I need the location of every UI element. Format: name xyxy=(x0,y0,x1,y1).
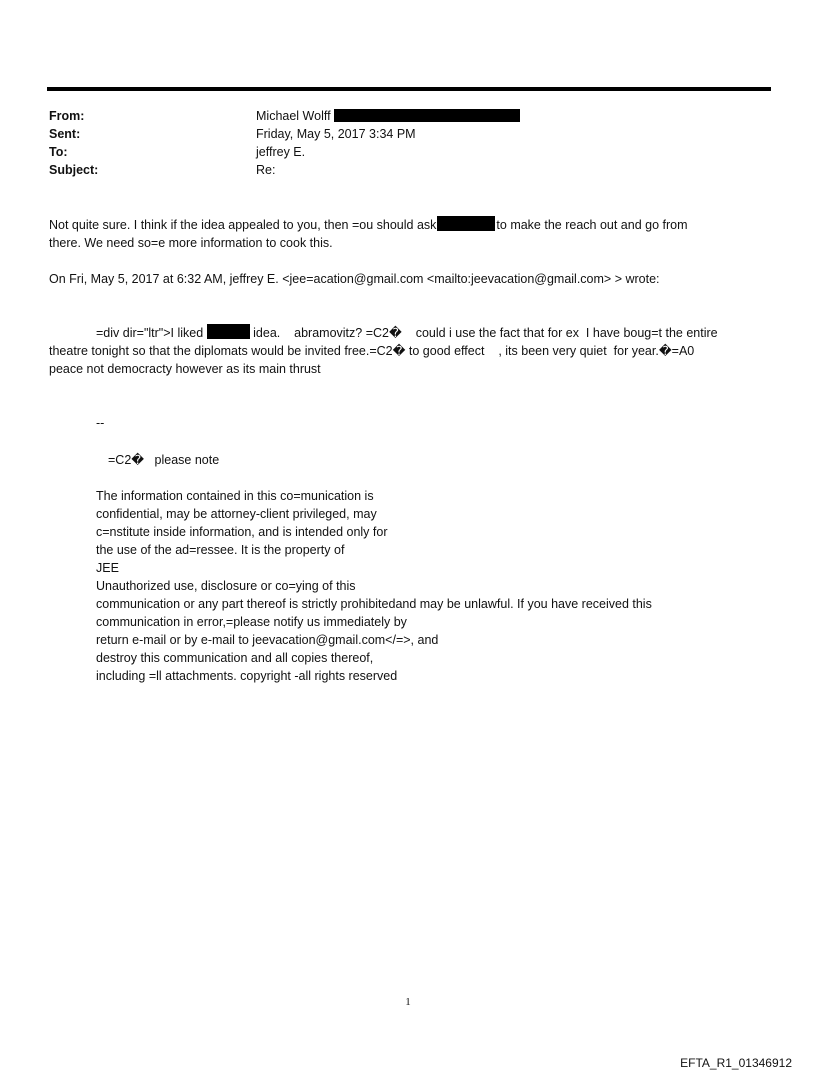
subject-label: Subject: xyxy=(49,163,99,177)
from-label: From: xyxy=(49,109,85,123)
disclaimer-line: confidential, may be attorney-client privileged, may xyxy=(96,507,377,521)
from-value xyxy=(256,109,520,123)
body-line-1a: Not quite sure. I think if the idea appealed to you, then =ou should ask xyxy=(49,218,437,232)
subject-value: Re: xyxy=(256,163,276,177)
quoted-line-2: theatre tonight so that the diplomats would be invited free.=C2� to good effect , its been very quiet for year.�=A0 xyxy=(49,344,695,358)
quoted-line-1a: =div dir="ltr">I liked xyxy=(96,326,204,340)
disclaimer-line: the use of the ad=ressee. It is the property of xyxy=(96,543,345,557)
to-value: jeffrey E. xyxy=(256,145,306,159)
body-line-1 xyxy=(49,216,688,234)
sent-value: Friday, May 5, 2017 3:34 PM xyxy=(256,127,416,141)
to-label: To: xyxy=(49,145,68,159)
quote-intro: On Fri, May 5, 2017 at 6:32 AM, jeffrey E. <jee=acation@gmail.com <mailto:jeevacation@gmail.com> > wrote: xyxy=(49,272,660,286)
page-number: 1 xyxy=(405,996,411,1008)
redaction-box xyxy=(334,109,520,122)
document-id: EFTA_R1_01346912 xyxy=(680,1056,792,1070)
disclaimer-line: The information contained in this co=munication is xyxy=(96,489,374,503)
quoted-line-1 xyxy=(96,324,718,342)
body-line-2: there. We need so=e more information to cook this. xyxy=(49,236,333,250)
signature-note: =C2� please note xyxy=(108,453,220,467)
quoted-line-3: peace not democracty however as its main thrust xyxy=(49,362,321,376)
disclaimer-line: communication or any part thereof is strictly prohibitedand may be unlawful. If you have received this xyxy=(96,597,652,611)
disclaimer-line: destroy this communication and all copies thereof, xyxy=(96,651,374,665)
disclaimer-line: including =ll attachments. copyright -all rights reserved xyxy=(96,669,398,683)
disclaimer-line: Unauthorized use, disclosure or co=ying of this xyxy=(96,579,356,593)
disclaimer-line: JEE xyxy=(96,561,119,575)
redaction-box xyxy=(437,216,495,231)
body-line-1b: to make the reach out and go from xyxy=(496,218,688,232)
signature-dash: -- xyxy=(96,416,105,430)
disclaimer-line: return e-mail or by e-mail to jeevacation@gmail.com</=>, and xyxy=(96,633,439,647)
disclaimer-line: communication in error,=please notify us immediately by xyxy=(96,615,407,629)
header-rule xyxy=(47,87,771,91)
redaction-box xyxy=(207,324,250,339)
sent-label: Sent: xyxy=(49,127,81,141)
quoted-line-1b: idea. abramovitz? =C2� could i use the fact that for ex I have boug=t the entire xyxy=(249,326,718,340)
from-name: Michael Wolff xyxy=(256,109,331,123)
disclaimer-line: c=nstitute inside information, and is intended only for xyxy=(96,525,388,539)
